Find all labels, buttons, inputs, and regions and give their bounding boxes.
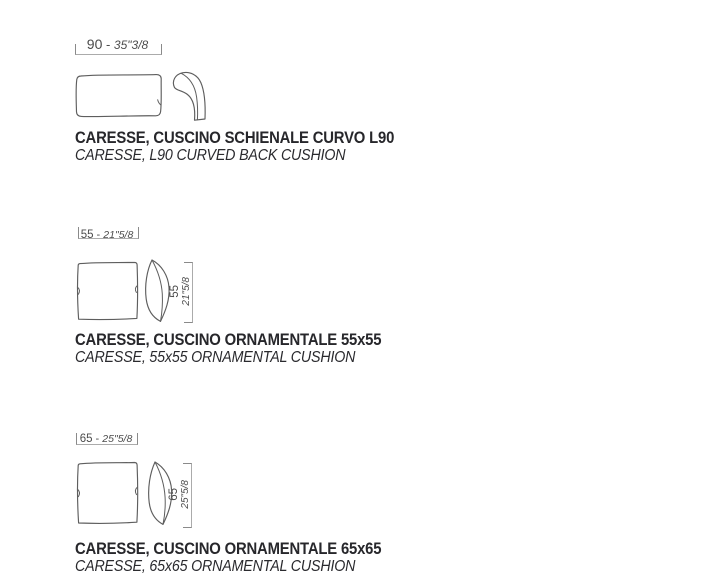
cushion-seam-path	[155, 462, 165, 524]
spec-section-back-cushion-l90	[0, 0, 705, 195]
square-cushion-front-outline	[74, 260, 141, 322]
spec-section-ornamental-65	[0, 402, 705, 588]
square-cushion-front-outline	[74, 460, 141, 526]
dimension-cm-value: 65	[79, 433, 93, 445]
height-dimension-line	[181, 262, 193, 323]
width-dimension-line	[76, 433, 138, 445]
product-title-italian: CARESSE, CUSCINO SCHIENALE CURVO L90	[75, 129, 395, 147]
rect-cushion-front-outline	[74, 72, 164, 119]
dimension-separator: -	[93, 229, 104, 241]
lens-cushion-side-outline	[144, 258, 171, 325]
dimension-cm-value: 90	[86, 36, 103, 52]
product-title-italian: CARESSE, CUSCINO ORNAMENTALE 65x65	[75, 540, 382, 558]
cushion-crease-path	[158, 100, 161, 105]
product-title-italian: CARESSE, CUSCINO ORNAMENTALE 55x55	[75, 331, 382, 349]
height-dimension-line	[180, 463, 192, 528]
dimension-separator: -	[102, 37, 114, 52]
curved-cushion-side-outline	[169, 70, 209, 122]
cushion-outline-path	[146, 260, 169, 321]
product-title-english: CARESSE, 65x65 ORNAMENTAL CUSHION	[75, 558, 356, 575]
dimension-cm-value: 55	[168, 285, 181, 298]
dimension-cm-value: 65	[167, 488, 180, 501]
dimension-inch-value: 21"5/8	[103, 229, 134, 241]
product-title-english: CARESSE, 55x55 ORNAMENTAL CUSHION	[75, 349, 356, 366]
width-dimension-line	[75, 44, 162, 55]
cushion-outline-path	[78, 463, 138, 524]
dimension-inch-value: 21"5/8	[181, 277, 192, 306]
dimension-inch-value: 35"3/8	[113, 38, 149, 52]
product-title-english: CARESSE, L90 CURVED BACK CUSHION	[75, 147, 346, 164]
dimension-inch-value: 25"5/8	[180, 480, 191, 509]
spec-section-ornamental-55	[0, 195, 705, 395]
dimension-inch-value: 25"5/8	[102, 433, 133, 445]
cushion-outline-path	[78, 262, 138, 319]
dimension-separator: -	[92, 433, 103, 445]
cushion-outline-path	[76, 75, 161, 117]
dimension-cm-value: 55	[80, 229, 94, 241]
cushion-seam-path	[152, 260, 162, 321]
width-dimension-line	[78, 227, 139, 239]
